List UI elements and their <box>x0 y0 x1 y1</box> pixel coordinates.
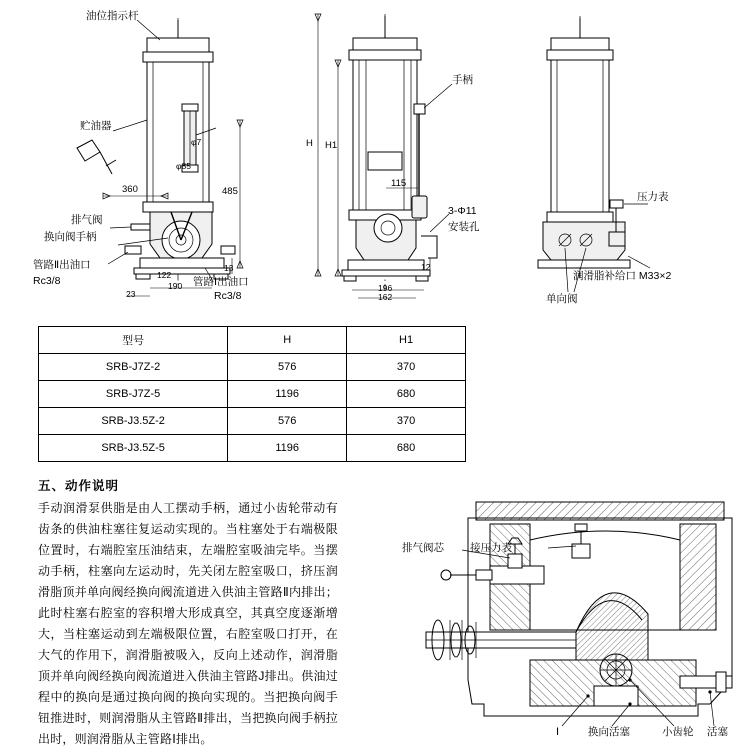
cell-h: 576 <box>228 408 347 435</box>
cell-h1: 680 <box>347 435 466 462</box>
cell-model: SRB-J3.5Z-2 <box>39 408 228 435</box>
cell-h1: 680 <box>347 381 466 408</box>
callout-pipe1-outlet: 管路Ⅰ出油口 <box>193 276 249 288</box>
dim-162: 162 <box>378 292 393 302</box>
callout-check-valve: 单向阀 <box>546 293 578 305</box>
cell-model: SRB-J3.5Z-5 <box>39 435 228 462</box>
callout-pipe2-outlet: 管路Ⅱ出油口 <box>33 259 91 271</box>
col-h: H <box>228 327 347 354</box>
dim-115: 115 <box>391 178 407 189</box>
table-row <box>39 435 466 462</box>
col-h1: H1 <box>347 327 466 354</box>
dim-23: 23 <box>126 289 136 299</box>
dim-12: 12 <box>421 262 431 272</box>
dim-485: 485 <box>222 186 238 197</box>
dim-122: 122 <box>157 270 172 280</box>
callout-pipe1-thread: Rc3/8 <box>214 290 242 302</box>
section-body: 手动润滑泵供脂是由人工摆动手柄，通过小齿轮带动有齿条的供油柱塞往复运动实现的。当柱塞处于右端极限位置时，右端腔室压油结束，左端腔室吸油完毕。当摆动手柄，柱塞向左运动时，先关闭左腔室吸口，挤压润滑脂顶并单向阀经换向阀流道进入供油主管路Ⅱ内排出；此时柱塞右腔室的容积增大形成真空，其真空度逐渐增大，当柱塞运动到左端极限位置，右腔室吸口打开，在大气的作用下，润滑脂被吸入，反向上述动作，润滑脂顶并单向阀经换向阀流道进入供油主管路J排出。供油过程中的换向是通过换向阀的换向实现的。当把换向阀手钮推进时，则润滑脂从主管路Ⅱ排出，当把换向阀手柄拉出时，则润滑脂从主管路Ⅰ排出。 <box>38 501 338 746</box>
cell-model: SRB-J7Z-5 <box>39 381 228 408</box>
callout-pipe2-thread: Rc3/8 <box>33 275 61 287</box>
table-row <box>39 354 466 381</box>
dim-phi85: φ85 <box>176 161 191 171</box>
dim-196: 196 <box>378 283 393 293</box>
section-title: 五、动作说明 <box>38 479 120 493</box>
spec-table <box>38 326 466 462</box>
col-model: 型号 <box>39 327 228 354</box>
callout-oil-reservoir: 贮油器 <box>80 120 112 132</box>
cutaway-figure <box>380 480 751 749</box>
cell-h: 576 <box>228 354 347 381</box>
callout-gauge-connection: 接压力表 <box>470 542 512 554</box>
dim-H: H <box>306 138 313 149</box>
callout-grease-fill-port: 润滑脂补给口 M33×2 <box>573 270 672 282</box>
table-header-row <box>39 327 466 354</box>
callout-reversing-piston: 换向活塞 <box>588 726 630 738</box>
callout-mount-holes-note: 安装孔 <box>448 221 480 233</box>
cell-h: 1196 <box>228 435 347 462</box>
dim-190: 190 <box>168 281 183 291</box>
callout-oil-level-indicator: 油位指示杆 <box>86 10 139 22</box>
callout-mount-holes: 3-Φ11 <box>448 205 477 217</box>
callout-pressure-gauge: 压力表 <box>637 191 669 203</box>
cell-h1: 370 <box>347 354 466 381</box>
cell-h: 1196 <box>228 381 347 408</box>
cell-model: SRB-J7Z-2 <box>39 354 228 381</box>
callout-handle: 手柄 <box>452 74 473 86</box>
assembly-drawing <box>0 0 751 318</box>
table-row <box>39 381 466 408</box>
callout-exhaust-valve-core: 排气阀芯 <box>402 542 444 554</box>
callout-exhaust-valve: 排气阀 <box>71 214 103 226</box>
callout-small-gear: 小齿轮 <box>662 726 694 738</box>
dim-H1: H1 <box>325 140 338 151</box>
dim-360: 360 <box>122 184 138 195</box>
cell-h1: 370 <box>347 408 466 435</box>
table-row <box>39 408 466 435</box>
dim-phi7: φ7 <box>191 137 202 147</box>
callout-part-1: Ⅰ <box>556 726 560 738</box>
callout-piston: 活塞 <box>707 726 728 738</box>
dim-13: 13 <box>224 263 234 273</box>
callout-reversing-handle: 换向阀手柄 <box>44 231 97 243</box>
